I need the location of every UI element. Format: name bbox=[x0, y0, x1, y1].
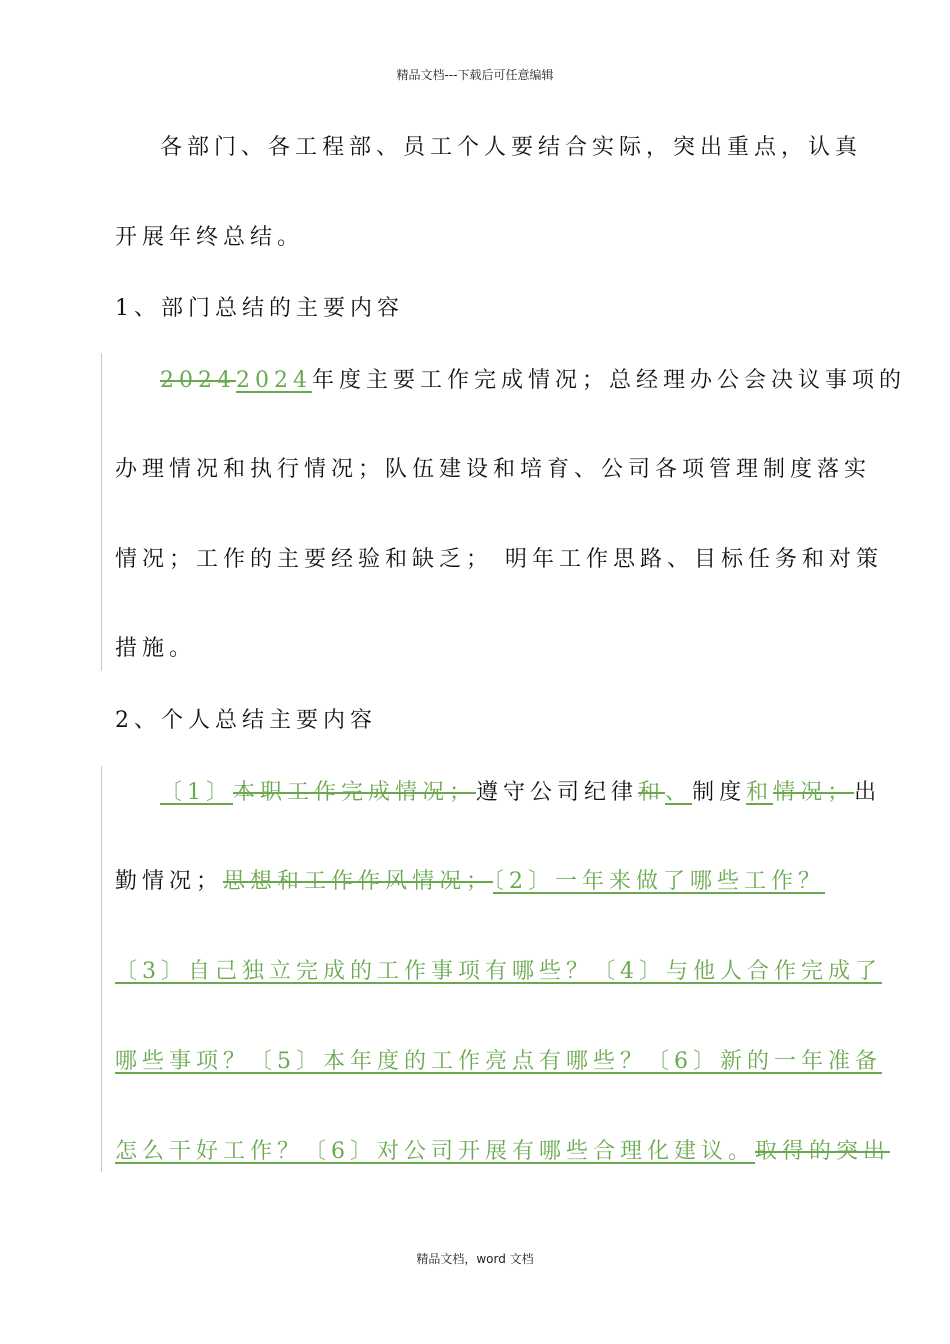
page-header: 精品文档---下载后可任意编辑 bbox=[396, 68, 554, 82]
inserted-item-1: 〔1〕 bbox=[160, 780, 233, 805]
change-bar-section1 bbox=[101, 353, 102, 671]
section2-line-1 bbox=[160, 778, 881, 808]
intro-line-1: 各部门、各工程部、员工个人要结合实际，突出重点，认真 bbox=[160, 135, 863, 160]
page-footer: 精品文档，word 文档 bbox=[416, 1252, 534, 1266]
attendance-text: 勤情况； bbox=[115, 869, 224, 894]
inserted-and: 和 bbox=[746, 780, 774, 805]
section1-line-4: 措施。 bbox=[115, 636, 197, 661]
attendance-start: 出 bbox=[854, 780, 882, 805]
inserted-year: 2024 bbox=[236, 368, 312, 393]
inserted-item-2: 〔2〕一年来做了哪些工作？ bbox=[493, 869, 826, 894]
section1-line-1 bbox=[160, 366, 906, 396]
section2-line-5 bbox=[115, 1137, 890, 1167]
deleted-style-text: 思想和工作作风情况； bbox=[223, 869, 494, 894]
section1-heading: 1、部门总结的主要内容 bbox=[115, 296, 404, 321]
deleted-duty-text: 本职工作完成情况； bbox=[233, 780, 477, 805]
section1-line-3: 情况；工作的主要经验和缺乏； 明年工作思路、目标任务和对策 bbox=[115, 547, 883, 572]
change-bar-section2 bbox=[101, 766, 102, 1172]
inserted-items-5-6: 哪些事项？〔5〕本年度的工作亮点有哪些？〔6〕新的一年准备 bbox=[115, 1049, 882, 1074]
section1-line-1-text: 年度主要工作完成情况；总经理办公会决议事项的 bbox=[312, 368, 907, 393]
rules-text: 制度 bbox=[692, 780, 747, 805]
section2-line-3 bbox=[115, 957, 882, 987]
discipline-text: 遵守公司纪律 bbox=[476, 780, 639, 805]
section2-heading: 2、个人总结主要内容 bbox=[115, 708, 377, 733]
section2-line-4 bbox=[115, 1047, 882, 1077]
section2-line-2 bbox=[115, 867, 825, 897]
deleted-achievements: 取得的突出 bbox=[755, 1139, 891, 1164]
inserted-item-6b: 怎么干好工作？〔6〕对公司开展有哪些合理化建议。 bbox=[115, 1139, 755, 1164]
deleted-situation: 情况； bbox=[773, 780, 855, 805]
deleted-year: 2024 bbox=[160, 368, 236, 393]
section1-line-2: 办理情况和执行情况；队伍建设和培育、公司各项管理制度落实 bbox=[115, 457, 872, 482]
deleted-and: 和 bbox=[638, 780, 666, 805]
intro-line-2: 开展年终总结。 bbox=[115, 225, 305, 250]
inserted-items-3-4: 〔3〕自己独立完成的工作事项有哪些？〔4〕与他人合作完成了 bbox=[115, 959, 882, 984]
inserted-comma: 、 bbox=[665, 780, 693, 805]
